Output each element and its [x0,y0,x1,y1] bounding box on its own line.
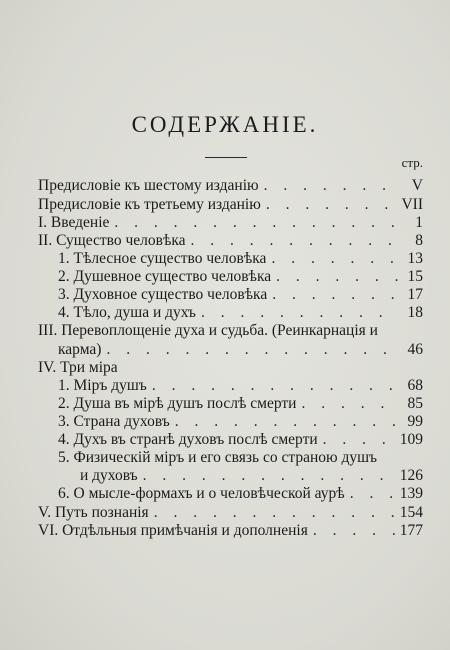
toc-entry [58,394,423,413]
toc-entry [38,503,423,522]
toc-entry [38,195,423,214]
leader-dots [267,285,399,304]
toc-entry-label: Предисловіе къ третьему изданію [38,196,261,213]
toc-entry-page: 177 [399,522,423,539]
leader-dots [138,466,396,485]
toc-entry-label: 1. Тѣлесное существо человѣка [58,250,267,267]
leader-dots [170,412,399,431]
toc-entry-page: 13 [407,250,423,267]
leader-dots [109,213,399,232]
toc-entry [58,430,423,449]
toc-entry-label: VI. Отдѣльныя примѣчанія и дополненія [38,522,308,539]
toc-entry [58,267,423,286]
toc-entry [58,285,423,304]
page-column-header: стр. [401,155,423,170]
toc-entry [38,176,423,195]
toc-entry-label: 2. Душа въ мірѣ душъ послѣ смерти [58,395,297,412]
toc-entry-label: 3. Духовное существо человѣка [58,286,268,303]
toc-entry-label: III. Перевоплощеніе духа и судьба. (Реинкарнація и [38,322,378,339]
toc-entry [58,303,423,322]
toc-entry-page: 46 [407,341,423,358]
toc-entry [80,466,423,485]
toc-entry [38,213,423,232]
leader-dots [101,340,399,359]
toc-entry-page: 17 [407,286,423,303]
toc-entry-label: 4. Тѣло, душа и духъ [58,304,196,321]
toc-entry-page: 99 [407,413,423,430]
toc-entry-page: 126 [399,467,423,484]
toc-entry [38,521,423,540]
leader-dots [149,503,396,522]
toc-entry-label: 6. О мысле-формахъ и о человѣческой аурѣ [58,485,345,502]
toc-entry-page: 85 [407,395,423,412]
toc-entry-label: I. Введеніе [38,214,110,231]
toc-entry [58,340,423,359]
toc-section-heading: IV. Три міра [38,359,118,376]
leader-dots [296,394,399,413]
toc-entry-page: VII [401,196,423,213]
toc-entry-label: Предисловіе къ шестому изданію [38,177,259,194]
leader-dots [271,267,399,286]
page-title: СОДЕРЖАНІЕ. [131,112,319,137]
toc-entry-page: 18 [407,304,423,321]
toc-entry-page: 1 [415,214,423,231]
leader-dots [186,231,399,250]
toc-entry-label-continued: карма) [58,341,102,358]
toc-entry-label-continued: и духовъ [80,467,138,484]
leader-dots [318,430,396,449]
toc-entry-label: V. Путь познанія [38,504,149,521]
leader-dots [147,376,399,395]
toc-entry-page: V [411,177,423,194]
toc-entry [58,376,423,395]
toc-entry-page: 15 [407,268,423,285]
toc-entry-label: 5. Физическій міръ и его связь со страною душъ [58,449,378,466]
toc-entry-page: 154 [399,504,423,521]
toc-entry [58,249,423,268]
leader-dots [261,195,398,214]
leader-dots [308,521,396,540]
toc-entry-label: II. Существо человѣка [38,232,186,249]
leader-dots [266,249,399,268]
toc-entry-page: 109 [399,431,423,448]
toc-entry-page: 68 [407,377,423,394]
toc-entry-page: 8 [415,232,423,249]
leader-dots [259,176,399,195]
toc-entry [58,412,423,431]
toc-entry-label: 2. Душевное существо человѣка [58,268,272,285]
leader-dots [196,303,399,322]
toc-entry-label: 3. Страна духовъ [58,413,170,430]
toc-entry [38,231,423,250]
toc-entry-label: 1. Міръ душъ [58,377,147,394]
leader-dots [345,484,396,503]
toc-entry-label: 4. Духъ въ странѣ духовъ послѣ смерти [58,431,318,448]
toc-entry [58,484,423,503]
toc-entry-page: 139 [399,485,423,502]
